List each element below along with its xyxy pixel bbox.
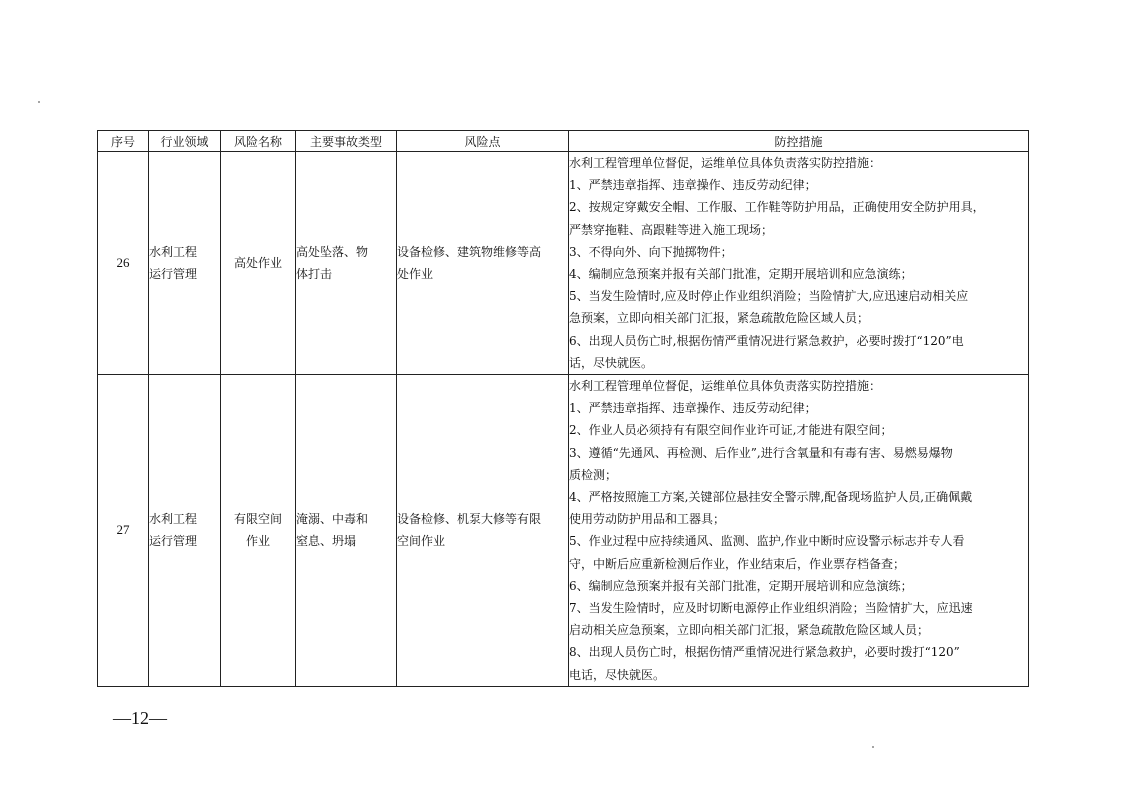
measure-line: 8、出现人员伤亡时，根据伤情严重情况进行紧急救护，必要时拨打“120” <box>569 645 960 660</box>
measure-line: 质检测； <box>569 467 618 482</box>
risk-name-cell <box>221 152 296 375</box>
scan-speck <box>872 746 874 748</box>
accident-type-line: 淹溺、中毒和 <box>296 512 369 527</box>
accident-type-line: 高处坠落、物 <box>296 244 369 259</box>
accident-type-line: 体打击 <box>296 267 333 282</box>
industry-field-line: 水利工程 <box>149 244 198 259</box>
serial-number-cell: 26 <box>98 152 149 375</box>
header-control-measures: 防控措施 <box>569 131 1029 152</box>
measure-line: 6、编制应急预案并报有关部门批准，定期开展培训和应急演练； <box>569 578 913 593</box>
measure-line: 5、当发生险情时,应及时停止作业组织消险；当险情扩大,应迅速启动相关应 <box>569 289 969 304</box>
measure-line: 5、作业过程中应持续通风、监测、监护,作业中断时应设警示标志并专人看 <box>569 534 965 549</box>
measure-line: 水利工程管理单位督促，运维单位具体负责落实防控措施： <box>569 379 882 394</box>
industry-field-cell <box>149 152 221 375</box>
risk-point-line: 设备检修、建筑物维修等高 <box>397 244 542 259</box>
measure-line: 2、作业人员必须持有有限空间作业许可证,才能进有限空间； <box>569 423 893 438</box>
accident-type-cell <box>296 152 397 375</box>
serial-number-cell: 27 <box>98 375 149 687</box>
accident-type-cell <box>296 375 397 687</box>
measure-line: 使用劳动防护用品和工器具； <box>569 512 726 527</box>
table-row <box>98 152 1029 375</box>
measure-line: 守，中断后应重新检测后作业，作业结束后，作业票存档备查； <box>569 556 906 571</box>
measure-line: 4、严格按照施工方案,关键部位悬挂安全警示牌,配备现场监护人员,正确佩戴 <box>569 490 973 505</box>
measure-line: 2、按规定穿戴安全帽、工作服、工作鞋等防护用品，正确使用安全防护用具， <box>569 200 985 215</box>
risk-control-table <box>97 130 1029 687</box>
measure-line: 启动相关应急预案，立即向相关部门汇报，紧急疏散危险区域人员； <box>569 623 930 638</box>
industry-field-line: 运行管理 <box>149 267 198 282</box>
risk-point-cell <box>397 375 569 687</box>
industry-field-line: 运行管理 <box>149 534 198 549</box>
measure-line: 1、严禁违章指挥、违章操作、违反劳动纪律； <box>569 178 817 193</box>
measure-line: 急预案，立即向相关部门汇报，紧急疏散危险区域人员； <box>569 311 870 326</box>
control-measures-cell <box>569 152 1029 375</box>
accident-type-line: 窒息、坍塌 <box>296 534 357 549</box>
header-industry-field: 行业领域 <box>149 131 221 152</box>
measure-line: 7、当发生险情时，应及时切断电源停止作业组织消险；当险情扩大，应迅速 <box>569 601 973 616</box>
risk-point-line: 设备检修、机泵大修等有限 <box>397 512 542 527</box>
control-measures-cell <box>569 375 1029 687</box>
measure-line: 4、编制应急预案并报有关部门批准，定期开展培训和应急演练； <box>569 267 913 282</box>
header-serial-number: 序号 <box>98 131 149 152</box>
risk-name-line: 有限空间 <box>233 512 282 527</box>
measure-line: 6、出现人员伤亡时,根据伤情严重情况进行紧急救护，必要时拨打“120”电 <box>569 333 964 348</box>
table-row <box>98 375 1029 687</box>
measure-line: 1、严禁违章指挥、违章操作、违反劳动纪律； <box>569 401 817 416</box>
measure-line: 水利工程管理单位督促，运维单位具体负责落实防控措施： <box>569 156 882 170</box>
risk-point-line: 处作业 <box>397 267 434 282</box>
risk-name-line: 高处作业 <box>233 255 282 270</box>
measure-line: 3、不得向外、向下抛掷物件； <box>569 244 733 259</box>
industry-field-cell <box>149 375 221 687</box>
measure-line: 话，尽快就医。 <box>569 355 654 370</box>
scan-speck <box>38 101 40 103</box>
risk-point-cell <box>397 152 569 375</box>
header-accident-type: 主要事故类型 <box>296 131 397 152</box>
page-number: —12— <box>113 708 167 728</box>
measure-line: 电话，尽快就医。 <box>569 667 666 682</box>
table-header-row <box>98 131 1029 152</box>
risk-name-line: 作业 <box>245 534 270 549</box>
header-risk-point: 风险点 <box>397 131 569 152</box>
risk-name-cell <box>221 375 296 687</box>
header-risk-name: 风险名称 <box>221 131 296 152</box>
measure-line: 3、遵循“先通风、再检测、后作业”,进行含氧量和有毒有害、易燃易爆物 <box>569 445 953 460</box>
industry-field-line: 水利工程 <box>149 512 198 527</box>
measure-line: 严禁穿拖鞋、高跟鞋等进入施工现场； <box>569 222 774 237</box>
risk-point-line: 空间作业 <box>397 534 446 549</box>
